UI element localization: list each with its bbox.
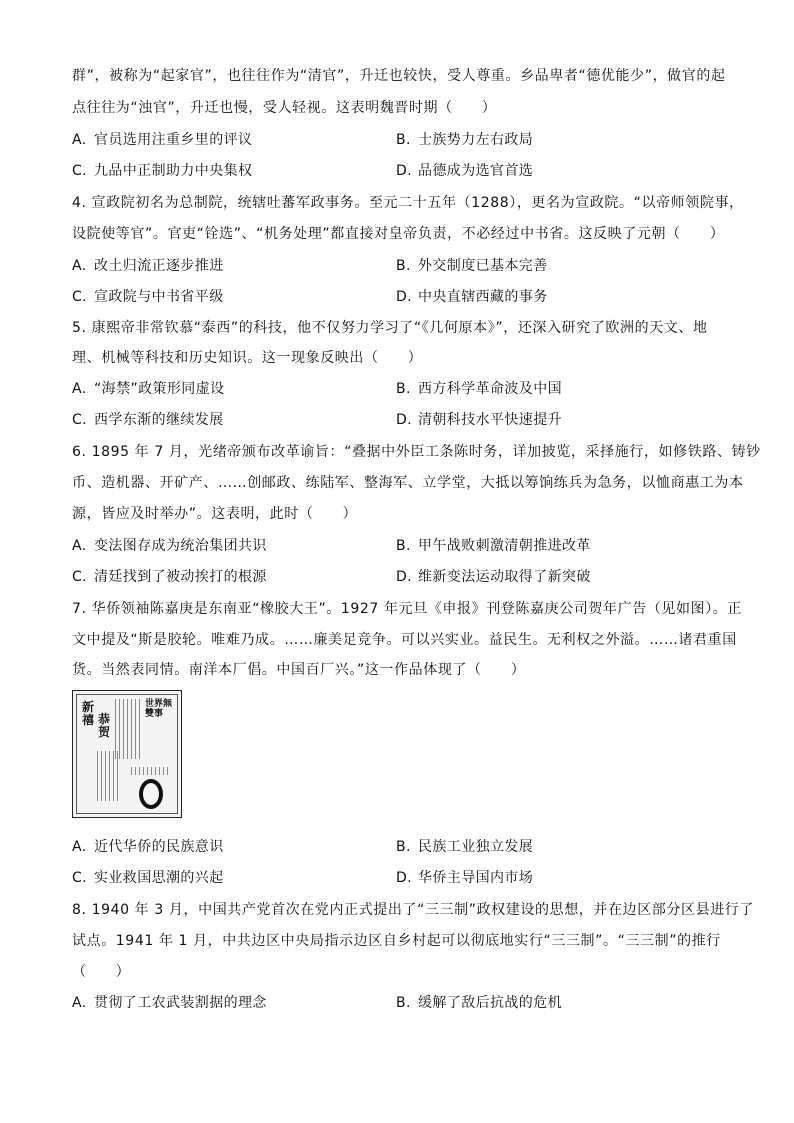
option-text: 变法图存成为统治集团共识 <box>94 538 267 554</box>
option-label: A. <box>72 132 87 148</box>
q3-option-a[interactable] <box>72 130 252 150</box>
option-text: 贯彻了工农武装割据的理念 <box>94 995 267 1011</box>
q8-stem-line-2: 试点。1941 年 1 月，中共边区中央局指示边区自乡村起可以彻底地实行“三三制”。“三三制”的推行 <box>72 933 721 949</box>
q6-option-b[interactable] <box>396 536 591 556</box>
option-label: D. <box>396 163 413 179</box>
option-text: 缓解了敌后抗战的危机 <box>418 995 562 1011</box>
q6-stem-line-3: 源，皆应及时举办”。这表明，此时（ ） <box>72 506 358 522</box>
option-text: “海禁”政策形同虚设 <box>94 381 225 397</box>
q6-stem-line-2: 币、造机器、开矿产、……创邮政、练陆军、整海军、立学堂，大抵以筹饷练兵为急务，以恤商惠工为本 <box>72 475 744 491</box>
option-text: 实业救国思潮的兴起 <box>94 870 224 886</box>
option-label: C. <box>72 163 88 179</box>
q3-stem-line-1: 群”，被称为“起家官”，也往往作为“清官”，升迁也较快，受人尊重。乡品卑者“德优能少”，做官的起 <box>72 68 726 84</box>
q6-option-c[interactable] <box>72 567 267 587</box>
q4-option-b[interactable] <box>396 256 548 276</box>
q4-stem-line-1: 4. 宣政院初名为总制院，统辖吐蕃军政事务。至元二十五年（1288），更名为宣政院。“以帝师领院事， <box>72 195 744 211</box>
q4-option-c[interactable] <box>72 287 224 307</box>
q5-option-a[interactable] <box>72 379 225 399</box>
q3-option-c[interactable] <box>72 161 252 181</box>
option-text: 清廷找到了被动挨打的根源 <box>94 569 267 585</box>
ad-text-col-2: 恭贺 <box>97 712 110 739</box>
q6-stem-line-1: 6. 1895 年 7 月，光绪帝颁布改革谕旨：“叠据中外臣工条陈时务，详加披览，采择施行，如修铁路、铸钞 <box>72 444 761 460</box>
q7-option-a[interactable] <box>72 837 224 857</box>
option-label: B. <box>396 839 411 855</box>
q3-option-d[interactable] <box>396 161 533 181</box>
q3-option-b[interactable] <box>396 130 533 150</box>
option-text: 西方科学革命波及中国 <box>418 381 562 397</box>
option-label: B. <box>396 132 411 148</box>
ad-text-col-1: 新禧 <box>81 700 94 727</box>
option-label: C. <box>72 289 88 305</box>
option-label: A. <box>72 381 87 397</box>
option-label: D. <box>396 412 413 428</box>
ad-caption <box>131 767 171 775</box>
q5-option-d[interactable] <box>396 410 562 430</box>
q7-option-d[interactable] <box>396 868 533 888</box>
option-label: A. <box>72 258 87 274</box>
q4-option-a[interactable] <box>72 256 224 276</box>
ad-fine-print-lower <box>97 751 119 801</box>
option-label: B. <box>396 538 411 554</box>
q5-stem-line-1: 5. 康熙帝非常钦慕“泰西”的科技，他不仅努力学习了“《几何原本》”，还深入研究了欧洲的天文、地 <box>72 320 708 336</box>
tire-icon <box>139 779 163 809</box>
option-text: 近代华侨的民族意识 <box>94 839 224 855</box>
option-text: 宣政院与中书省平级 <box>94 289 224 305</box>
q8-stem-line-1: 8. 1940 年 3 月，中国共产党首次在党内正式提出了“三三制”政权建设的思想，并在边区部分区县进行了 <box>72 902 754 918</box>
q8-option-a[interactable] <box>72 993 267 1013</box>
option-text: 西学东渐的继续发展 <box>94 412 224 428</box>
q7-option-b[interactable] <box>396 837 533 857</box>
q7-option-c[interactable] <box>72 868 224 888</box>
option-text: 华侨主导国内市场 <box>418 870 534 886</box>
q7-stem-line-1: 7. 华侨领袖陈嘉庚是东南亚“橡胶大王”。1927 年元旦《申报》刊登陈嘉庚公司贺年广告（见如图）。正 <box>72 601 742 617</box>
q3-stem-line-2: 点往往为“浊官”，升迁也慢，受人轻视。这表明魏晋时期（ ） <box>72 100 497 116</box>
option-label: C. <box>72 870 88 886</box>
q8-option-b[interactable] <box>396 993 562 1013</box>
q5-option-c[interactable] <box>72 410 224 430</box>
option-label: A. <box>72 995 87 1011</box>
option-label: C. <box>72 412 88 428</box>
q7-stem-line-2: 文中提及“斯是胶轮。唯难乃成。……廉美足竞争。可以兴实业。益民生。无利权之外溢。……诸君重国 <box>72 632 737 648</box>
option-label: B. <box>396 995 411 1011</box>
q5-stem-line-2: 理、机械等科技和历史知识。这一现象反映出（ ） <box>72 350 423 366</box>
option-text: 维新变法运动取得了新突破 <box>418 569 591 585</box>
option-label: D. <box>396 870 413 886</box>
q6-option-a[interactable] <box>72 536 267 556</box>
q7-stem-line-3: 货。当然表同情。南洋本厂倡。中国百厂兴。”这一作品体现了（ ） <box>72 662 526 678</box>
option-label: C. <box>72 569 88 585</box>
option-text: 官员选用注重乡里的评议 <box>94 132 253 148</box>
option-label: D. <box>396 289 413 305</box>
option-label: A. <box>72 839 87 855</box>
option-label: D. <box>396 569 413 585</box>
option-text: 品德成为选官首选 <box>418 163 534 179</box>
option-label: B. <box>396 258 411 274</box>
option-label: B. <box>396 381 411 397</box>
option-text: 民族工业独立发展 <box>418 839 534 855</box>
q4-stem-line-2: 设院使等官”。官吏“铨选”、“机务处理”都直接对皇帝负责，不必经过中书省。这反映了元朝（ ） <box>72 226 725 242</box>
option-text: 中央直辖西藏的事务 <box>418 289 548 305</box>
option-text: 外交制度已基本完善 <box>418 258 548 274</box>
q6-option-d[interactable] <box>396 567 591 587</box>
option-text: 九品中正制助力中央集权 <box>94 163 253 179</box>
option-label: A. <box>72 538 87 554</box>
ad-headline: 世界無雙事 <box>145 699 173 719</box>
option-text: 清朝科技水平快速提升 <box>418 412 562 428</box>
q8-stem-line-3: （ ） <box>72 964 131 980</box>
q5-option-b[interactable] <box>396 379 562 399</box>
ad-fine-print <box>115 699 141 759</box>
option-text: 甲午战败刺激清朝推进改革 <box>418 538 591 554</box>
q4-option-d[interactable] <box>396 287 548 307</box>
option-text: 士族势力左右政局 <box>418 132 534 148</box>
option-text: 改土归流正逐步推进 <box>94 258 224 274</box>
newspaper-ad-image <box>72 690 182 818</box>
